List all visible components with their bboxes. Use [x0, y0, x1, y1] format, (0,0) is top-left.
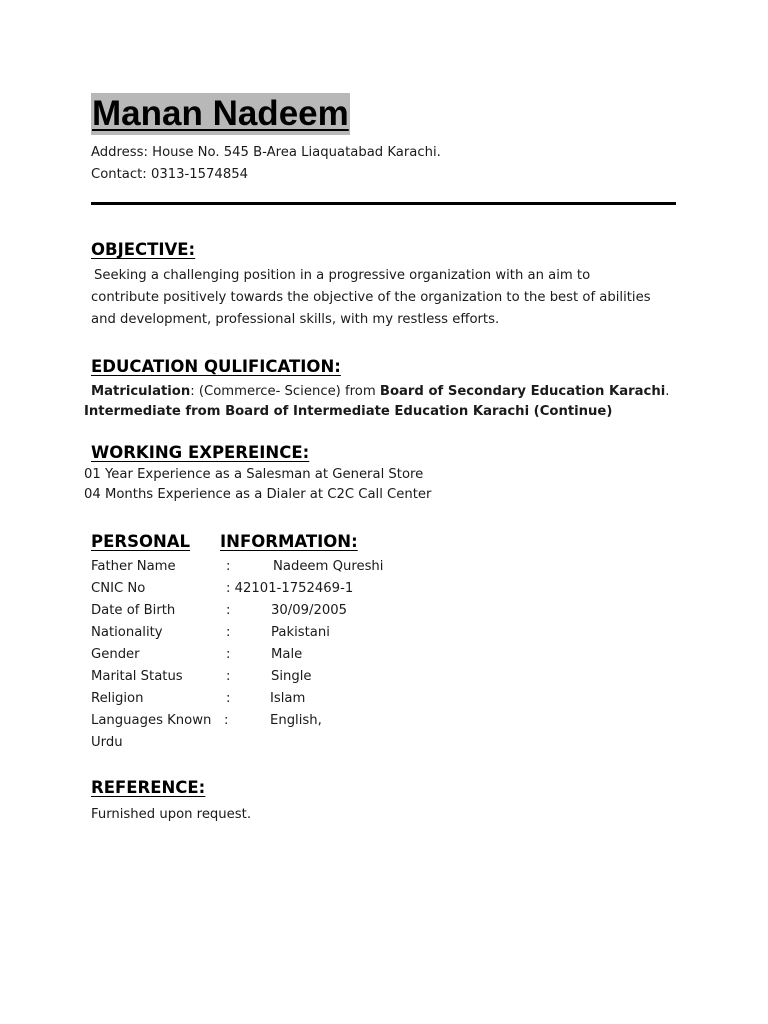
experience-item: 04 Months Experience as a Dialer at C2C Call Center	[84, 487, 432, 502]
info-row-father-name	[91, 556, 511, 578]
info-row-dob	[91, 600, 511, 622]
info-label: Gender	[91, 647, 140, 662]
info-value: Male	[271, 647, 303, 662]
experience-heading: WORKING EXPEREINCE:	[91, 443, 310, 462]
info-value: 30/09/2005	[271, 603, 348, 618]
education-line-matriculation	[91, 381, 669, 403]
candidate-name: Manan Nadeem	[92, 94, 349, 133]
info-row-cnic	[91, 578, 511, 600]
info-colon: :	[224, 713, 229, 728]
info-colon: :	[226, 603, 231, 618]
info-label: CNIC No	[91, 581, 146, 596]
info-row-languages	[91, 710, 511, 732]
matriculation-board: Board of Secondary Education Karachi	[379, 384, 666, 399]
info-value: Single	[271, 669, 312, 684]
education-heading: EDUCATION QULIFICATION:	[91, 357, 341, 376]
matriculation-label: Matriculation	[91, 384, 191, 399]
info-colon: :	[226, 559, 231, 574]
info-colon: :	[226, 647, 231, 662]
info-value: Pakistani	[271, 625, 330, 640]
contact-line: Contact: 0313-1574854	[91, 167, 248, 182]
objective-text: Seeking a challenging position in a progressive organization with an aim to contribute positively towards the objective of the organization to the best of abilities and development, professional skills, with my restless efforts.	[91, 268, 651, 327]
info-colon-value: : 42101-1752469-1	[226, 581, 354, 596]
personal-heading-right: INFORMATION:	[220, 532, 358, 551]
info-label: Date of Birth	[91, 603, 176, 618]
objective-heading: OBJECTIVE:	[91, 240, 196, 259]
info-value: Nadeem Qureshi	[273, 559, 384, 574]
address-line: Address: House No. 545 B-Area Liaquatabad Karachi.	[91, 145, 441, 160]
info-label: Religion	[91, 691, 144, 706]
education-line-intermediate: Intermediate from Board of Intermediate Education Karachi (Continue)	[84, 404, 613, 419]
reference-heading: REFERENCE:	[91, 778, 206, 797]
info-colon: :	[226, 669, 231, 684]
info-label: Marital Status	[91, 669, 183, 684]
header-divider	[91, 202, 676, 205]
personal-heading-left: PERSONAL	[91, 532, 191, 551]
info-row-nationality	[91, 622, 511, 644]
info-label: Nationality	[91, 625, 163, 640]
info-label: Languages Known	[91, 713, 212, 728]
info-label: Father Name	[91, 559, 176, 574]
info-value: Islam	[270, 691, 306, 706]
matriculation-period: .	[665, 384, 670, 399]
matriculation-stream: : (Commerce- Science) from	[190, 384, 380, 399]
info-row-gender	[91, 644, 511, 666]
info-row-religion	[91, 688, 511, 710]
info-colon: :	[226, 625, 231, 640]
experience-item: 01 Year Experience as a Salesman at General Store	[84, 467, 424, 482]
languages-continued: Urdu	[91, 735, 123, 750]
info-colon: :	[226, 691, 231, 706]
info-row-marital-status	[91, 666, 511, 688]
reference-text: Furnished upon request.	[91, 807, 252, 822]
info-value: English,	[270, 713, 322, 728]
